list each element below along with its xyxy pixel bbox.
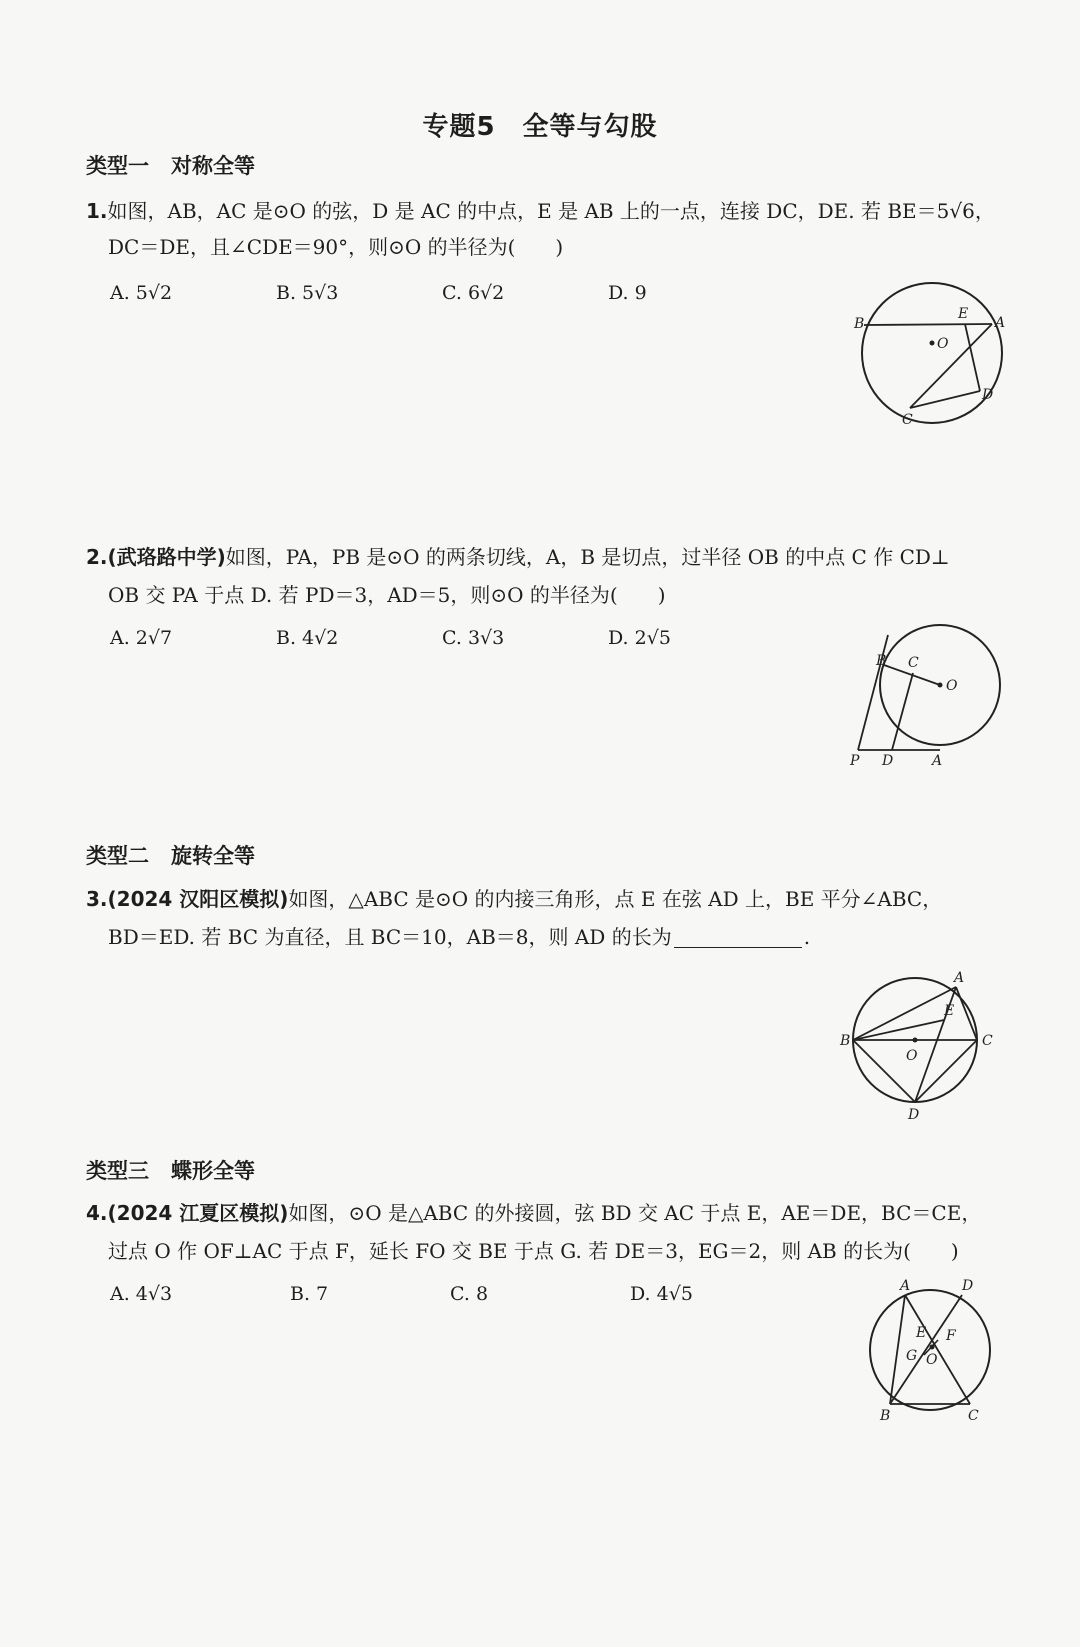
label-a: A — [932, 753, 943, 769]
label-d: D — [962, 1278, 974, 1294]
problem-4-figure — [850, 1280, 1010, 1430]
problem-3-line-2 — [108, 922, 1028, 952]
problem-2-line-2: OB 交 PA 于点 D. 若 PD＝3，AD＝5，则⊙O 的半径为( ) — [108, 583, 666, 607]
segment-de — [965, 324, 980, 391]
problem-source: (2024 江夏区模拟) — [107, 1201, 289, 1225]
problem-3-figure — [840, 968, 1010, 1123]
option-a[interactable]: A. 5√2 — [110, 282, 173, 304]
option-c[interactable]: C. 6√2 — [442, 282, 505, 304]
label-a: A — [954, 970, 965, 986]
label-d: D — [982, 387, 994, 403]
section-label: 类型一 — [86, 154, 149, 178]
section-name: 蝶形全等 — [171, 1159, 255, 1183]
problem-1-line-2: DC＝DE，且∠CDE＝90°，则⊙O 的半径为( ) — [108, 235, 564, 259]
label-d: D — [882, 753, 894, 769]
problem-number: 1. — [86, 199, 108, 223]
label-e: E — [944, 1003, 955, 1019]
label-p: P — [850, 753, 860, 769]
center-o — [913, 1038, 918, 1043]
option-d[interactable]: D. 2√5 — [608, 627, 671, 649]
label-c: C — [908, 655, 919, 671]
circle-o — [870, 1290, 990, 1410]
problem-3-line-1 — [86, 884, 1006, 914]
option-b[interactable]: B. 5√3 — [276, 282, 339, 304]
label-o: O — [926, 1352, 938, 1368]
center-o — [930, 1345, 935, 1350]
problem-number: 4. — [86, 1201, 108, 1225]
center-o — [938, 683, 943, 688]
section-heading-2 — [86, 840, 255, 870]
option-c[interactable]: C. 3√3 — [442, 627, 505, 649]
problem-4-line-2: 过点 O 作 OF⊥AC 于点 F，延长 FO 交 BE 于点 G. 若 DE＝3，EG＝2，则 AB 的长为( ) — [108, 1239, 959, 1263]
problem-2-figure — [840, 625, 1010, 775]
answer-blank[interactable] — [674, 927, 802, 948]
problem-1-figure — [840, 278, 1010, 438]
problem-text: 如图，△ABC 是⊙O 的内接三角形，点 E 在弦 AD 上，BE 平分∠ABC， — [288, 887, 943, 911]
label-c: C — [902, 412, 913, 428]
option-a[interactable]: A. 2√7 — [110, 627, 173, 649]
label-b: B — [854, 316, 865, 332]
label-g: G — [906, 1348, 918, 1364]
section-heading-1 — [86, 150, 255, 180]
chord-ab — [864, 324, 992, 325]
section-label: 类型二 — [86, 844, 149, 868]
problem-number: 3. — [86, 887, 108, 911]
option-b[interactable]: B. 7 — [290, 1283, 329, 1305]
label-b: B — [880, 1408, 891, 1424]
problem-text: 如图，AB，AC 是⊙O 的弦，D 是 AC 的中点，E 是 AB 上的一点，连接 DC，DE. 若 BE＝5√6， — [107, 199, 995, 223]
label-o: O — [937, 336, 949, 352]
section-heading-3 — [86, 1155, 255, 1185]
option-d[interactable]: D. 9 — [608, 282, 647, 304]
label-d: D — [908, 1107, 920, 1123]
segment-cd — [892, 673, 913, 750]
label-o: O — [946, 678, 958, 694]
section-name: 对称全等 — [171, 154, 255, 178]
problem-2-line-1 — [86, 542, 1006, 572]
chord-ac — [910, 324, 992, 408]
problem-text: BD＝ED. 若 BC 为直径，且 BC＝10，AB＝8，则 AD 的长为 — [108, 925, 672, 949]
section-label: 类型三 — [86, 1159, 149, 1183]
problem-text: 如图，⊙O 是△ABC 的外接圆，弦 BD 交 AC 于点 E，AE＝DE，BC＝CE， — [288, 1201, 982, 1225]
problem-number: 2. — [86, 545, 108, 569]
chord-bd — [890, 1295, 962, 1404]
label-b: B — [840, 1033, 851, 1049]
label-e: E — [916, 1325, 927, 1341]
problem-4-line-1 — [86, 1198, 1006, 1228]
option-c[interactable]: C. 8 — [450, 1283, 489, 1305]
problem-text-end: . — [803, 925, 811, 949]
chord-ab — [890, 1295, 905, 1404]
problem-text: 如图，PA，PB 是⊙O 的两条切线，A，B 是切点，过半径 OB 的中点 C 作 CD⊥ — [225, 545, 950, 569]
label-e: E — [958, 306, 969, 322]
label-a: A — [900, 1278, 911, 1294]
label-f: F — [946, 1328, 956, 1344]
page-title: 专题5 全等与勾股 — [422, 112, 658, 142]
option-a[interactable]: A. 4√3 — [110, 1283, 173, 1305]
problem-1-line-1 — [86, 196, 1006, 226]
center-o — [930, 341, 935, 346]
option-d[interactable]: D. 4√5 — [630, 1283, 693, 1305]
option-b[interactable]: B. 4√2 — [276, 627, 339, 649]
problem-source: (2024 汉阳区模拟) — [107, 887, 289, 911]
label-o: O — [906, 1048, 918, 1064]
segment-dc — [910, 391, 980, 408]
label-b: B — [876, 653, 887, 669]
section-name: 旋转全等 — [171, 844, 255, 868]
problem-source: (武珞路中学) — [107, 545, 226, 569]
label-a: A — [995, 315, 1006, 331]
segment-be — [853, 1020, 944, 1040]
label-c: C — [982, 1033, 993, 1049]
label-c: C — [968, 1408, 979, 1424]
chord-ac — [956, 987, 977, 1040]
